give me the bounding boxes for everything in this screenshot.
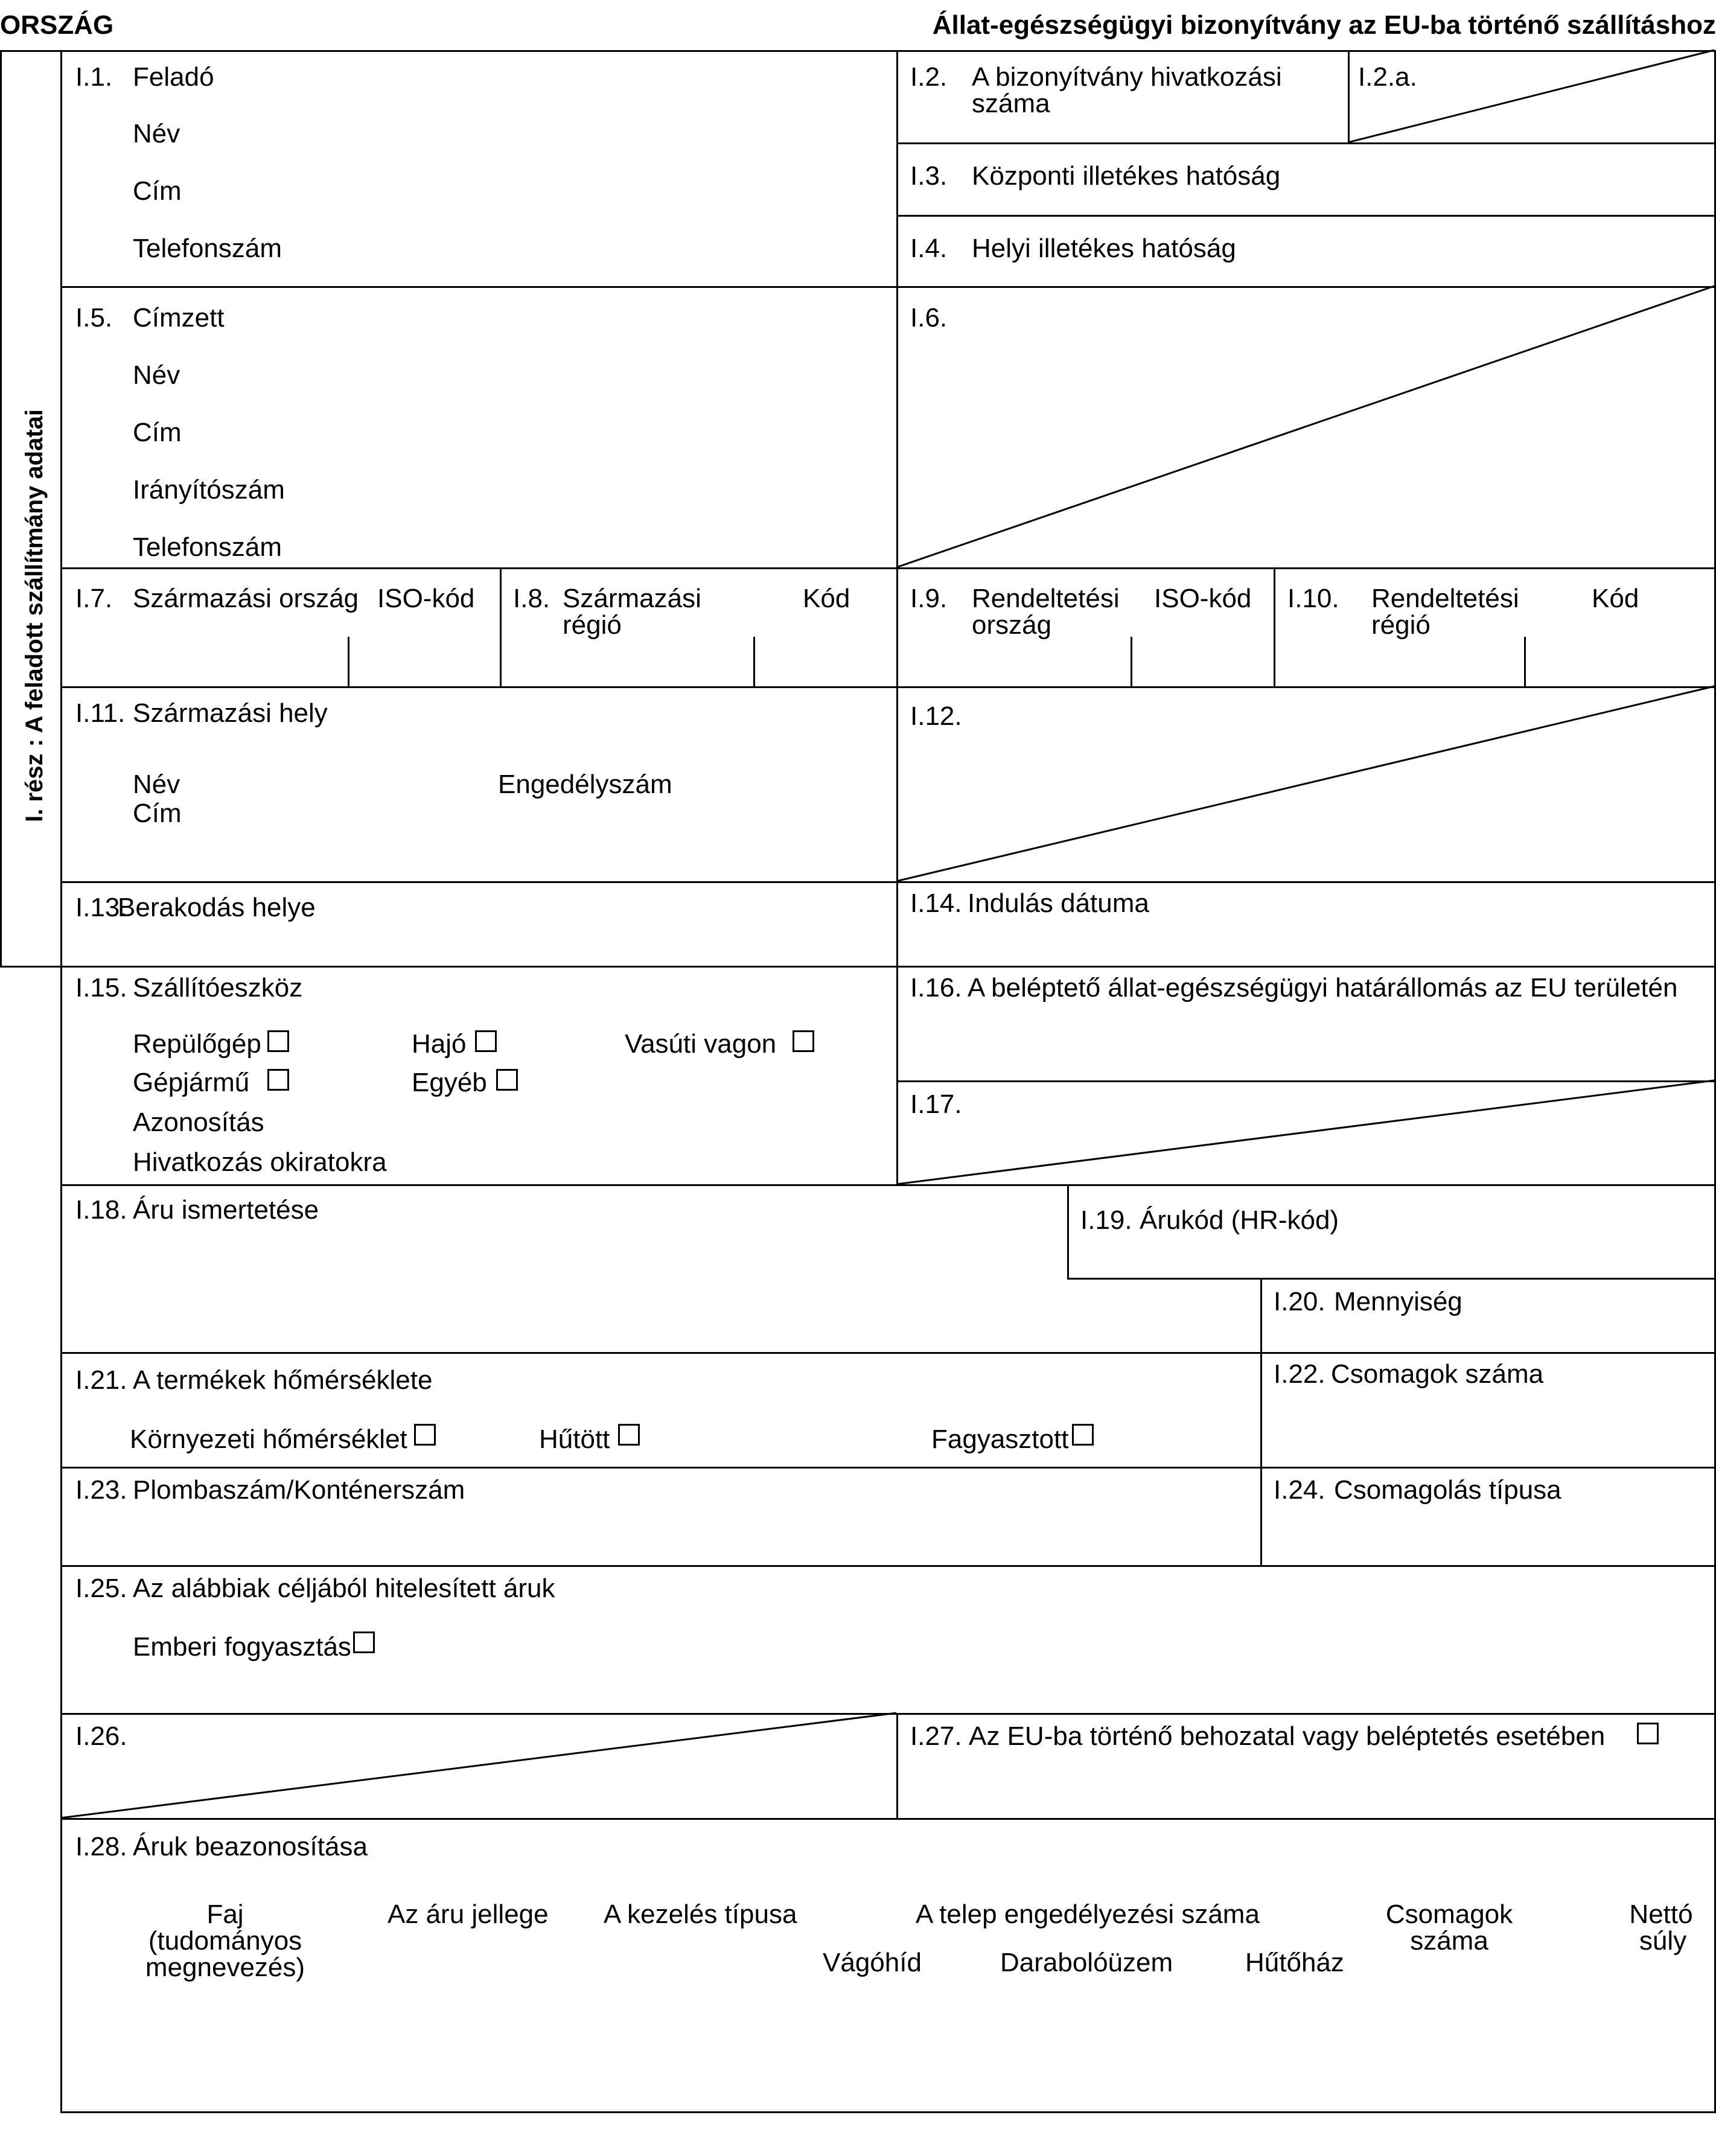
consignee-address-label: Cím [133, 418, 182, 447]
field-number: I.27. [910, 1721, 962, 1751]
temperature-frozen-label: Fagyasztott [931, 1424, 1069, 1454]
section-label: I. rész : A feladott szállítmány adatai [21, 409, 48, 822]
transport-vehicle-label: Gépjármű [133, 1068, 250, 1097]
packaging-type-title: Csomagolás típusa [1334, 1475, 1561, 1505]
temperature-chilled-checkbox[interactable] [618, 1424, 640, 1446]
place-of-origin-name-label: Név [133, 770, 180, 799]
place-of-origin-approval-label: Engedélyszám [498, 770, 672, 799]
transport-plane-checkbox[interactable] [267, 1030, 289, 1052]
quantity-title: Mennyiség [1334, 1287, 1462, 1316]
field-number: I.8. [513, 584, 550, 613]
field-number: I.4. [910, 234, 948, 263]
destination-region-title-line2: régió [1371, 610, 1431, 640]
field-number: I.2. [910, 62, 948, 92]
reference-number-title-line2: száma [972, 89, 1050, 118]
consignee-phone-label: Telefonszám [133, 532, 282, 562]
origin-region-title-line2: régió [563, 610, 622, 640]
consignor-name-label: Név [133, 119, 180, 148]
origin-country-iso-label: ISO-kód [377, 584, 475, 613]
col-net-weight-line2: súly [1639, 1926, 1687, 1956]
country-label: ORSZÁG [0, 10, 114, 40]
consignee-postcode-label: Irányítószám [133, 475, 285, 505]
destination-region-code-label: Kód [1592, 584, 1639, 613]
field-number: I.16. [910, 973, 962, 1003]
field-number: I.13. [75, 893, 127, 922]
temperature-frozen-checkbox[interactable] [1072, 1424, 1094, 1446]
col-cold-store: Hűtőház [1245, 1948, 1344, 1977]
col-slaughterhouse: Vágóhíd [823, 1948, 922, 1977]
field-number: I.3. [910, 161, 948, 191]
field-number: I.23. [75, 1475, 127, 1505]
human-consumption-checkbox[interactable] [353, 1631, 375, 1653]
field-number: I.21. [75, 1365, 127, 1395]
transport-other-label: Egyéb [412, 1068, 487, 1097]
consignee-title: Címzett [133, 303, 225, 333]
field-number: I.14. [910, 888, 962, 918]
commodity-code-title: Árukód (HR-kód) [1140, 1205, 1339, 1235]
field-number: I.28. [75, 1832, 127, 1861]
field-number: I.22. [1274, 1359, 1325, 1389]
col-packages: Csomagok [1385, 1899, 1513, 1929]
field-number: I.2.a. [1358, 62, 1417, 92]
field-number: I.7. [75, 584, 113, 613]
col-packages-line2: száma [1410, 1926, 1488, 1956]
certificate-title: Állat-egészségügyi bizonyítvány az EU-ba történő szállításhoz [932, 10, 1716, 40]
human-consumption-label: Emberi fogyasztás [133, 1632, 351, 1662]
destination-country-iso-label: ISO-kód [1154, 584, 1252, 613]
seal-container-title: Plombaszám/Konténerszám [133, 1475, 465, 1505]
goods-identification-title: Áruk beazonosítása [133, 1832, 368, 1861]
field-number: I.24. [1274, 1475, 1325, 1505]
origin-country-title: Származási ország [133, 584, 359, 613]
field-number: I.9. [910, 584, 948, 613]
transport-title: Szállítóeszköz [133, 973, 303, 1003]
temperature-ambient-checkbox[interactable] [414, 1424, 436, 1446]
consignor-title: Feladó [133, 62, 214, 92]
col-approval: A telep engedélyezési száma [916, 1899, 1260, 1929]
central-authority-title: Központi illetékes hatóság [972, 161, 1281, 191]
field-number: I.11. [75, 698, 126, 728]
transport-ship-label: Hajó [412, 1029, 467, 1059]
place-of-loading-title: Berakodás helye [118, 893, 316, 922]
col-cutting-plant: Darabolóüzem [1000, 1948, 1173, 1977]
transport-vehicle-checkbox[interactable] [267, 1069, 289, 1091]
field-number: I.19. [1080, 1205, 1132, 1235]
col-species: Faj [206, 1899, 244, 1929]
col-net-weight: Nettó [1629, 1899, 1693, 1929]
temperature-ambient-label: Környezeti hőmérséklet [130, 1424, 407, 1454]
transport-rail-checkbox[interactable] [793, 1030, 814, 1052]
transport-plane-label: Repülőgép [133, 1029, 261, 1059]
field-number: I.12. [910, 701, 962, 731]
field-number: I.20. [1274, 1287, 1325, 1316]
departure-date-title: Indulás dátuma [968, 888, 1149, 918]
field-number: I.1. [75, 62, 113, 92]
field-number: I.25. [75, 1574, 127, 1603]
destination-country-title: Rendeltetési [972, 584, 1120, 613]
place-of-origin-title: Származási hely [133, 698, 328, 728]
origin-region-title: Származási [563, 584, 701, 613]
consignor-phone-label: Telefonszám [133, 234, 282, 263]
field-number: I.10. [1287, 584, 1339, 613]
field-number: I.6. [910, 303, 948, 333]
field-number: I.18. [75, 1195, 127, 1225]
local-authority-title: Helyi illetékes hatóság [972, 234, 1236, 263]
certified-for-title: Az alábbiak céljából hitelesített áruk [133, 1574, 555, 1603]
import-admission-title: Az EU-ba történő behozatal vagy beléptetés esetében [969, 1721, 1606, 1751]
border-post-title: A beléptető állat-egészségügyi határállomás az EU területén [968, 973, 1678, 1003]
temperature-chilled-label: Hűtött [539, 1424, 610, 1454]
col-species-line2: (tudományos [148, 1926, 302, 1956]
transport-documents-label: Hivatkozás okiratokra [133, 1147, 387, 1177]
origin-region-code-label: Kód [803, 584, 850, 613]
import-admission-checkbox[interactable] [1637, 1723, 1659, 1744]
field-number: I.26. [75, 1721, 127, 1751]
package-count-title: Csomagok száma [1331, 1359, 1544, 1389]
field-number: I.17. [910, 1089, 962, 1119]
destination-region-title: Rendeltetési [1371, 584, 1519, 613]
destination-country-title-line2: ország [972, 610, 1052, 640]
temperature-title: A termékek hőmérséklete [133, 1365, 433, 1395]
transport-ship-checkbox[interactable] [475, 1030, 497, 1052]
transport-identification-label: Azonosítás [133, 1108, 264, 1137]
col-treatment: A kezelés típusa [604, 1899, 797, 1929]
commodity-description-title: Áru ismertetése [133, 1195, 319, 1225]
field-number: I.5. [75, 303, 113, 333]
col-nature: Az áru jellege [388, 1899, 549, 1929]
consignor-address-label: Cím [133, 176, 182, 206]
place-of-origin-address-label: Cím [133, 799, 182, 828]
col-species-line3: megnevezés) [145, 1953, 305, 1982]
consignee-name-label: Név [133, 360, 180, 390]
transport-rail-label: Vasúti vagon [625, 1029, 777, 1059]
reference-number-title: A bizonyítvány hivatkozási [972, 62, 1282, 92]
transport-other-checkbox[interactable] [496, 1069, 518, 1091]
field-number: I.15. [75, 973, 127, 1003]
